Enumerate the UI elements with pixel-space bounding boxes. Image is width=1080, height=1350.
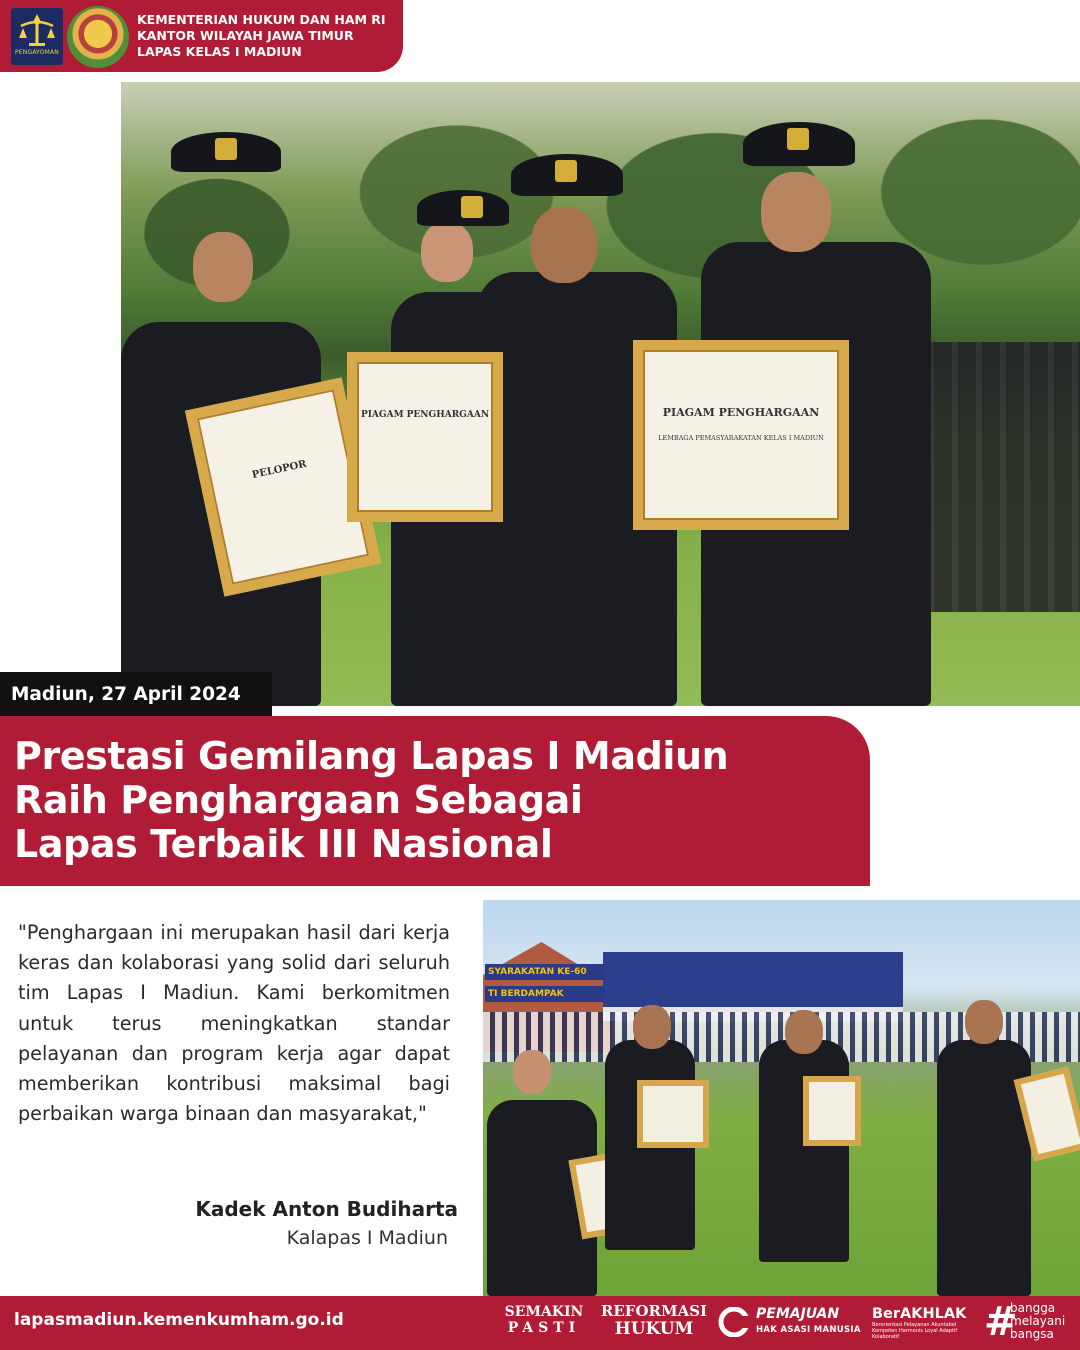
- reformasi-text: REFORMASI: [600, 1302, 708, 1320]
- bangga-melayani-bangsa-logo: [1010, 1302, 1065, 1341]
- footer-bar: [0, 1296, 1080, 1350]
- award-ceremony-photo: [121, 82, 1080, 706]
- melayani-text: melayani: [1010, 1314, 1066, 1328]
- walker-officer-3-certificate: [803, 1076, 861, 1146]
- header-bar: [0, 0, 403, 72]
- officer-woman-cap-icon: [417, 190, 509, 226]
- pemajuan-ham-logo: [756, 1306, 861, 1338]
- certificate-madiun: [633, 340, 849, 530]
- certificate-madiun-title: PIAGAM PENGHARGAAN: [662, 406, 820, 419]
- certificate-madiun-subtitle: LEMBAGA PEMASYARAKATAN KELAS I MADIUN: [658, 434, 824, 442]
- pemajuan-swoosh-icon: [718, 1307, 754, 1337]
- quote-attribution: [195, 1197, 458, 1249]
- event-banner-text: SYARAKATAN KE-60: [485, 964, 605, 980]
- header-line-lapas: LAPAS KELAS I MADIUN: [137, 44, 302, 59]
- walker-woman-head: [513, 1050, 551, 1094]
- headline-line-2: Raih Penghargaan Sebagai: [14, 778, 583, 822]
- semakin-text: SEMAKIN: [504, 1304, 584, 1320]
- headline-banner: [0, 716, 870, 886]
- author-role: Kalapas I Madiun: [286, 1227, 448, 1249]
- quote-text: "Penghargaan ini merupakan hasil dari kerja keras dan kolaborasi yang solid dari seluruh tim Lapas I Madiun. Kami berkomitmen untuk terus meningkatkan standar pelayanan dan program kerja agar dapat memberikan kontribusi maksimal bagi perbaikan warga binaan dan masyarakat,": [18, 921, 450, 1126]
- headline-title: [14, 734, 728, 866]
- walker-officer-4-head: [965, 1000, 1003, 1044]
- header-line-ministry: KEMENTERIAN HUKUM DAN HAM RI: [137, 12, 386, 27]
- headline-line-1: Prestasi Gemilang Lapas I Madiun: [14, 734, 729, 778]
- officer-right-head: [761, 172, 831, 252]
- hashtag-icon: #: [984, 1299, 1018, 1345]
- officer-center-cap-icon: [511, 154, 623, 196]
- officer-center-head: [531, 207, 597, 283]
- website-link[interactable]: lapasmadiun.kemenkumham.go.id: [14, 1310, 344, 1330]
- stadium-stand: [488, 952, 903, 1007]
- header-line-regional-office: KANTOR WILAYAH JAWA TIMUR: [137, 28, 354, 43]
- walker-officer-3-head: [785, 1010, 823, 1054]
- officer-right-cap-icon: [743, 122, 855, 166]
- berakhlak-text: BerAKHLAK: [872, 1306, 967, 1322]
- hukum-text: HUKUM: [614, 1319, 694, 1339]
- pemasyarakatan-emblem-icon: [67, 6, 129, 68]
- event-banner-text-2: TI BERDAMPAK: [485, 986, 605, 1002]
- header-institution-text: [137, 12, 386, 60]
- certificate-center: [347, 352, 503, 522]
- date-label: Madiun, 27 April 2024: [0, 672, 272, 716]
- pasti-text: PASTI: [507, 1320, 581, 1336]
- bangga-text: bangga: [1010, 1301, 1056, 1315]
- bangsa-text: bangsa: [1010, 1327, 1054, 1341]
- author-name: Kadek Anton Budiharta: [195, 1197, 458, 1221]
- certificate-pelopor-title: PELOPOR: [251, 458, 308, 482]
- pemajuan-subtext: HAK ASASI MANUSIA: [756, 1325, 861, 1335]
- berakhlak-logo: [872, 1306, 982, 1340]
- officer-left-head: [193, 232, 253, 302]
- background-crowd: [910, 342, 1080, 612]
- walker-officer-3: [759, 1040, 849, 1262]
- pengayoman-logo-icon: [11, 8, 63, 65]
- semakin-pasti-logo: [496, 1304, 592, 1336]
- pemajuan-text: PEMAJUAN: [756, 1306, 840, 1322]
- procession-photo: [483, 900, 1080, 1296]
- officer-woman-head: [421, 222, 473, 282]
- berakhlak-subtext: Berorientasi Pelayanan Akuntabel Kompeten Harmonis Loyal Adaptif Kolaboratif: [872, 1322, 958, 1340]
- walker-officer-2-head: [633, 1005, 671, 1049]
- officer-left-cap-icon: [171, 132, 281, 172]
- walker-officer-2-certificate: [637, 1080, 709, 1148]
- headline-line-3: Lapas Terbaik III Nasional: [14, 822, 553, 866]
- logo-caption: PENGAYOMAN: [14, 49, 59, 56]
- certificate-center-title: PIAGAM PENGHARGAAN: [360, 410, 490, 420]
- reformasi-hukum-logo: [596, 1302, 712, 1338]
